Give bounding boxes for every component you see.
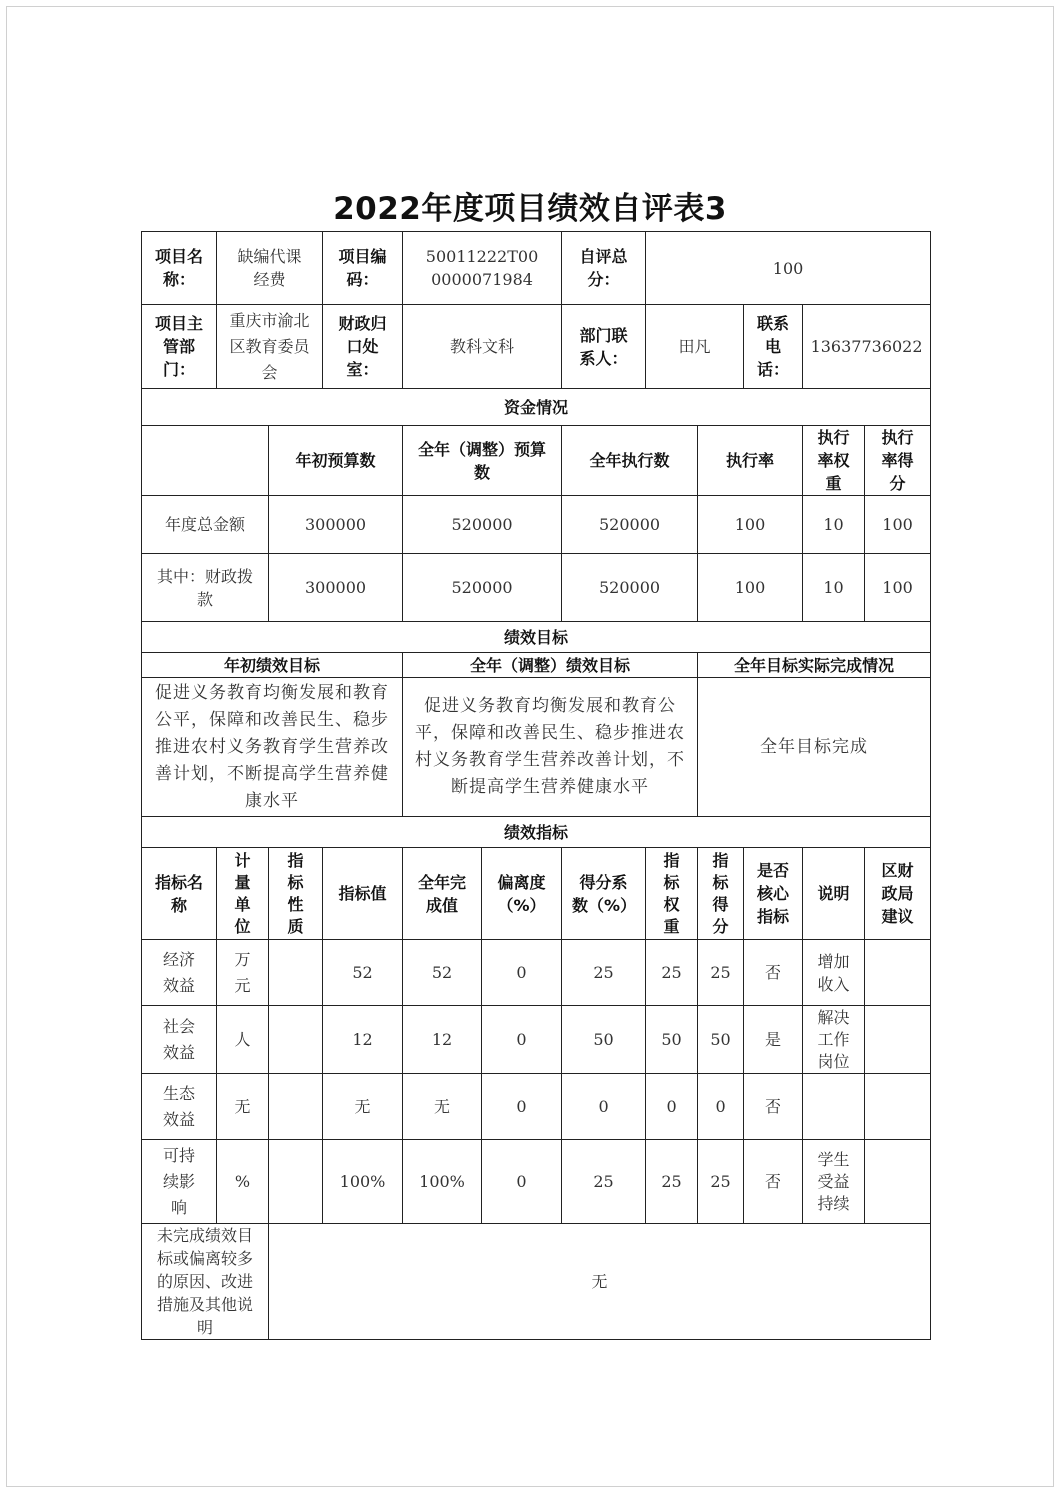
indicator-row [142,1140,931,1224]
ind-header-coefficient: 得分系数（%） [562,848,646,940]
info-row-1 [142,232,931,305]
goals-adjusted-text: 促进义务教育均衡发展和教育公平，保障和改善民生、稳步推进农村义务教育学生营养改善计划，不断提高学生营养健康水平 [403,678,698,817]
ind-header-weight: 指标权重 [646,848,698,940]
ind-cell-target: 无 [323,1074,403,1140]
ind-cell-core: 否 [744,940,803,1006]
ind-cell-unit: % [217,1140,269,1224]
funds-cell: 10 [803,554,865,622]
indicators-section-title: 绩效指标 [142,817,931,848]
ind-cell-unit: 无 [217,1074,269,1140]
finance-office-value: 教科文科 [403,305,562,389]
phone-value: 13637736022 [803,305,931,389]
project-code-value: 50011222T000000071984 [403,232,562,305]
ind-header-actual: 全年完成值 [403,848,482,940]
contact-value: 田凡 [646,305,744,389]
ind-cell-actual: 12 [403,1006,482,1074]
info-row-2 [142,305,931,389]
ind-cell-target: 52 [323,940,403,1006]
funds-header-executed: 全年执行数 [562,426,698,496]
ind-cell-deviation: 0 [482,1074,562,1140]
ind-cell-weight: 0 [646,1074,698,1140]
ind-header-note: 说明 [803,848,865,940]
ind-cell-coefficient: 50 [562,1006,646,1074]
phone-label: 联系电话： [744,305,803,389]
indicator-row [142,1006,931,1074]
goals-initial-text: 促进义务教育均衡发展和教育公平，保障和改善民生、稳步推进农村义务教育学生营养改善计划，不断提高学生营养健康水平 [142,678,403,817]
goals-section-title: 绩效目标 [142,622,931,653]
ind-header-deviation: 偏离度（%） [482,848,562,940]
funds-cell: 520000 [562,554,698,622]
ind-cell-nature [269,940,323,1006]
funds-header-rate-weight: 执行率权重 [803,426,865,496]
funds-row-label: 年度总金额 [142,496,269,554]
ind-cell-note: 解决工作岗位 [803,1006,865,1074]
funds-cell: 100 [698,496,803,554]
finance-office-label: 财政归口处室： [323,305,403,389]
funds-cell: 10 [803,496,865,554]
ind-header-nature: 指标性质 [269,848,323,940]
ind-header-name: 指标名称 [142,848,217,940]
project-name-value: 缺编代课经费 [217,232,323,305]
ind-cell-name: 社会效益 [142,1006,217,1074]
funds-section-title: 资金情况 [142,389,931,426]
ind-cell-name: 经济效益 [142,940,217,1006]
ind-cell-core: 是 [744,1006,803,1074]
ind-cell-actual: 52 [403,940,482,1006]
funds-row-total [142,496,931,554]
ind-cell-target: 100% [323,1140,403,1224]
funds-header-blank [142,426,269,496]
indicator-row [142,1074,931,1140]
ind-cell-advice [865,940,931,1006]
ind-cell-note: 增加收入 [803,940,865,1006]
ind-cell-name: 生态效益 [142,1074,217,1140]
ind-cell-deviation: 0 [482,1140,562,1224]
goals-header-initial: 年初绩效目标 [142,653,403,678]
page-title: 2022年度项目绩效自评表3 [333,191,727,227]
ind-cell-target: 12 [323,1006,403,1074]
funds-header-row [142,426,931,496]
funds-cell: 520000 [403,554,562,622]
goals-header-adjusted: 全年（调整）绩效目标 [403,653,698,678]
ind-cell-score: 50 [698,1006,744,1074]
ind-cell-actual: 无 [403,1074,482,1140]
funds-cell: 100 [865,496,931,554]
ind-cell-unit: 人 [217,1006,269,1074]
ind-cell-score: 25 [698,1140,744,1224]
funds-row-fiscal [142,554,931,622]
ind-header-target: 指标值 [323,848,403,940]
ind-cell-coefficient: 25 [562,940,646,1006]
ind-cell-actual: 100% [403,1140,482,1224]
ind-cell-nature [269,1140,323,1224]
ind-cell-weight: 25 [646,1140,698,1224]
ind-cell-advice [865,1006,931,1074]
funds-cell: 300000 [269,554,403,622]
ind-cell-nature [269,1074,323,1140]
ind-cell-note [803,1074,865,1140]
project-name-label: 项目名称： [142,232,217,305]
indicators-header-row [142,848,931,940]
goals-completion-text: 全年目标完成 [698,678,931,817]
funds-cell: 520000 [562,496,698,554]
funds-cell: 100 [698,554,803,622]
project-code-label: 项目编码： [323,232,403,305]
goals-header-completion: 全年目标实际完成情况 [698,653,931,678]
goals-section-row [142,622,931,653]
ind-cell-nature [269,1006,323,1074]
ind-cell-name: 可持续影响 [142,1140,217,1224]
goals-header-row [142,653,931,678]
funds-header-adjusted-budget: 全年（调整）预算数 [403,426,562,496]
funds-row-label: 其中：财政拨款 [142,554,269,622]
ind-cell-coefficient: 25 [562,1140,646,1224]
indicator-row [142,940,931,1006]
indicators-section-row [142,817,931,848]
ind-header-core: 是否核心指标 [744,848,803,940]
performance-table [141,231,931,1340]
funds-section-row [142,389,931,426]
dept-label: 项目主管部门： [142,305,217,389]
contact-label: 部门联系人： [562,305,646,389]
funds-cell: 520000 [403,496,562,554]
funds-header-exec-rate: 执行率 [698,426,803,496]
ind-cell-weight: 25 [646,940,698,1006]
ind-cell-deviation: 0 [482,1006,562,1074]
self-score-label: 自评总分： [562,232,646,305]
dept-value: 重庆市渝北区教育委员会 [217,305,323,389]
remarks-value: 无 [269,1224,931,1340]
ind-cell-score: 25 [698,940,744,1006]
ind-cell-deviation: 0 [482,940,562,1006]
funds-header-initial-budget: 年初预算数 [269,426,403,496]
ind-cell-advice [865,1140,931,1224]
goals-content-row [142,678,931,817]
funds-cell: 100 [865,554,931,622]
remarks-row [142,1224,931,1340]
ind-cell-note: 学生受益持续 [803,1140,865,1224]
ind-header-score: 指标得分 [698,848,744,940]
ind-cell-unit: 万元 [217,940,269,1006]
ind-header-advice: 区财政局建议 [865,848,931,940]
ind-cell-core: 否 [744,1074,803,1140]
ind-cell-core: 否 [744,1140,803,1224]
remarks-label: 未完成绩效目标或偏离较多的原因、改进措施及其他说明 [142,1224,269,1340]
ind-cell-advice [865,1074,931,1140]
ind-cell-weight: 50 [646,1006,698,1074]
self-score-value: 100 [646,232,931,305]
ind-cell-coefficient: 0 [562,1074,646,1140]
funds-cell: 300000 [269,496,403,554]
ind-header-unit: 计量单位 [217,848,269,940]
ind-cell-score: 0 [698,1074,744,1140]
funds-header-rate-score: 执行率得分 [865,426,931,496]
